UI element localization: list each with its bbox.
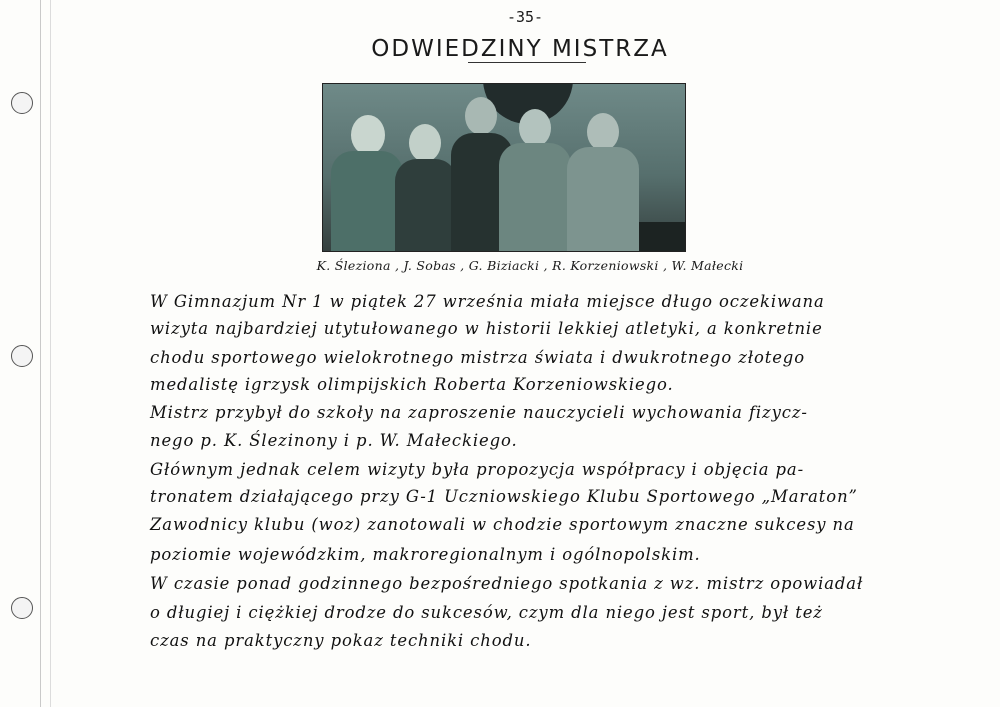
text-line: medalistę igrzysk olimpijskich Roberta Korzeniowskiego. [150, 375, 674, 394]
title-underline [468, 62, 586, 63]
text-line: tronatem działającego przy G-1 Uczniowskiego Klubu Sportowego „Maraton” [150, 487, 858, 506]
punch-hole [11, 345, 33, 367]
text-line: poziomie wojewódzkim, makroregionalnym i ogólnopolskim. [150, 545, 701, 564]
text-line: Głównym jednak celem wizyty była propozycja współpracy i objęcia pa- [150, 460, 805, 479]
text-line: nego p. K. Ślezinony i p. W. Małeckiego. [150, 431, 518, 450]
photo-person [395, 106, 457, 251]
page-number: -35- [506, 8, 544, 26]
photo-person [567, 101, 639, 251]
text-line: Zawodnicy klubu (woz) zanotowali w chodzie sportowym znaczne sukcesy na [150, 515, 855, 534]
text-line: W Gimnazjum Nr 1 w piątek 27 września miała miejsce długo oczekiwana [150, 292, 825, 311]
margin-line [40, 0, 41, 707]
text-line: Mistrz przybył do szkoły na zaproszenie nauczycieli wychowania fizycz- [150, 403, 808, 422]
text-line: czas na praktyczny pokaz techniki chodu. [150, 631, 532, 650]
photo-person [499, 99, 571, 251]
group-photo [322, 83, 686, 252]
text-line: wizyta najbardziej utytułowanego w historii lekkiej atletyki, a konkretnie [150, 319, 823, 338]
punch-hole [11, 92, 33, 114]
text-line: chodu sportowego wielokrotnego mistrza świata i dwukrotnego złotego [150, 348, 805, 367]
photo-person [331, 101, 403, 251]
punch-hole [11, 597, 33, 619]
margin-line [50, 0, 51, 707]
photo-caption: K. Śleziona , J. Sobas , G. Biziacki , R. Korzeniowski , W. Małecki [316, 258, 744, 273]
text-line: W czasie ponad godzinnego bezpośredniego spotkania z wz. mistrz opowiadał [150, 574, 864, 593]
text-line: o długiej i ciężkiej drodze do sukcesów, czym dla niego jest sport, był też [150, 603, 823, 622]
page-title: ODWIEDZINY MISTRZA [371, 36, 669, 62]
